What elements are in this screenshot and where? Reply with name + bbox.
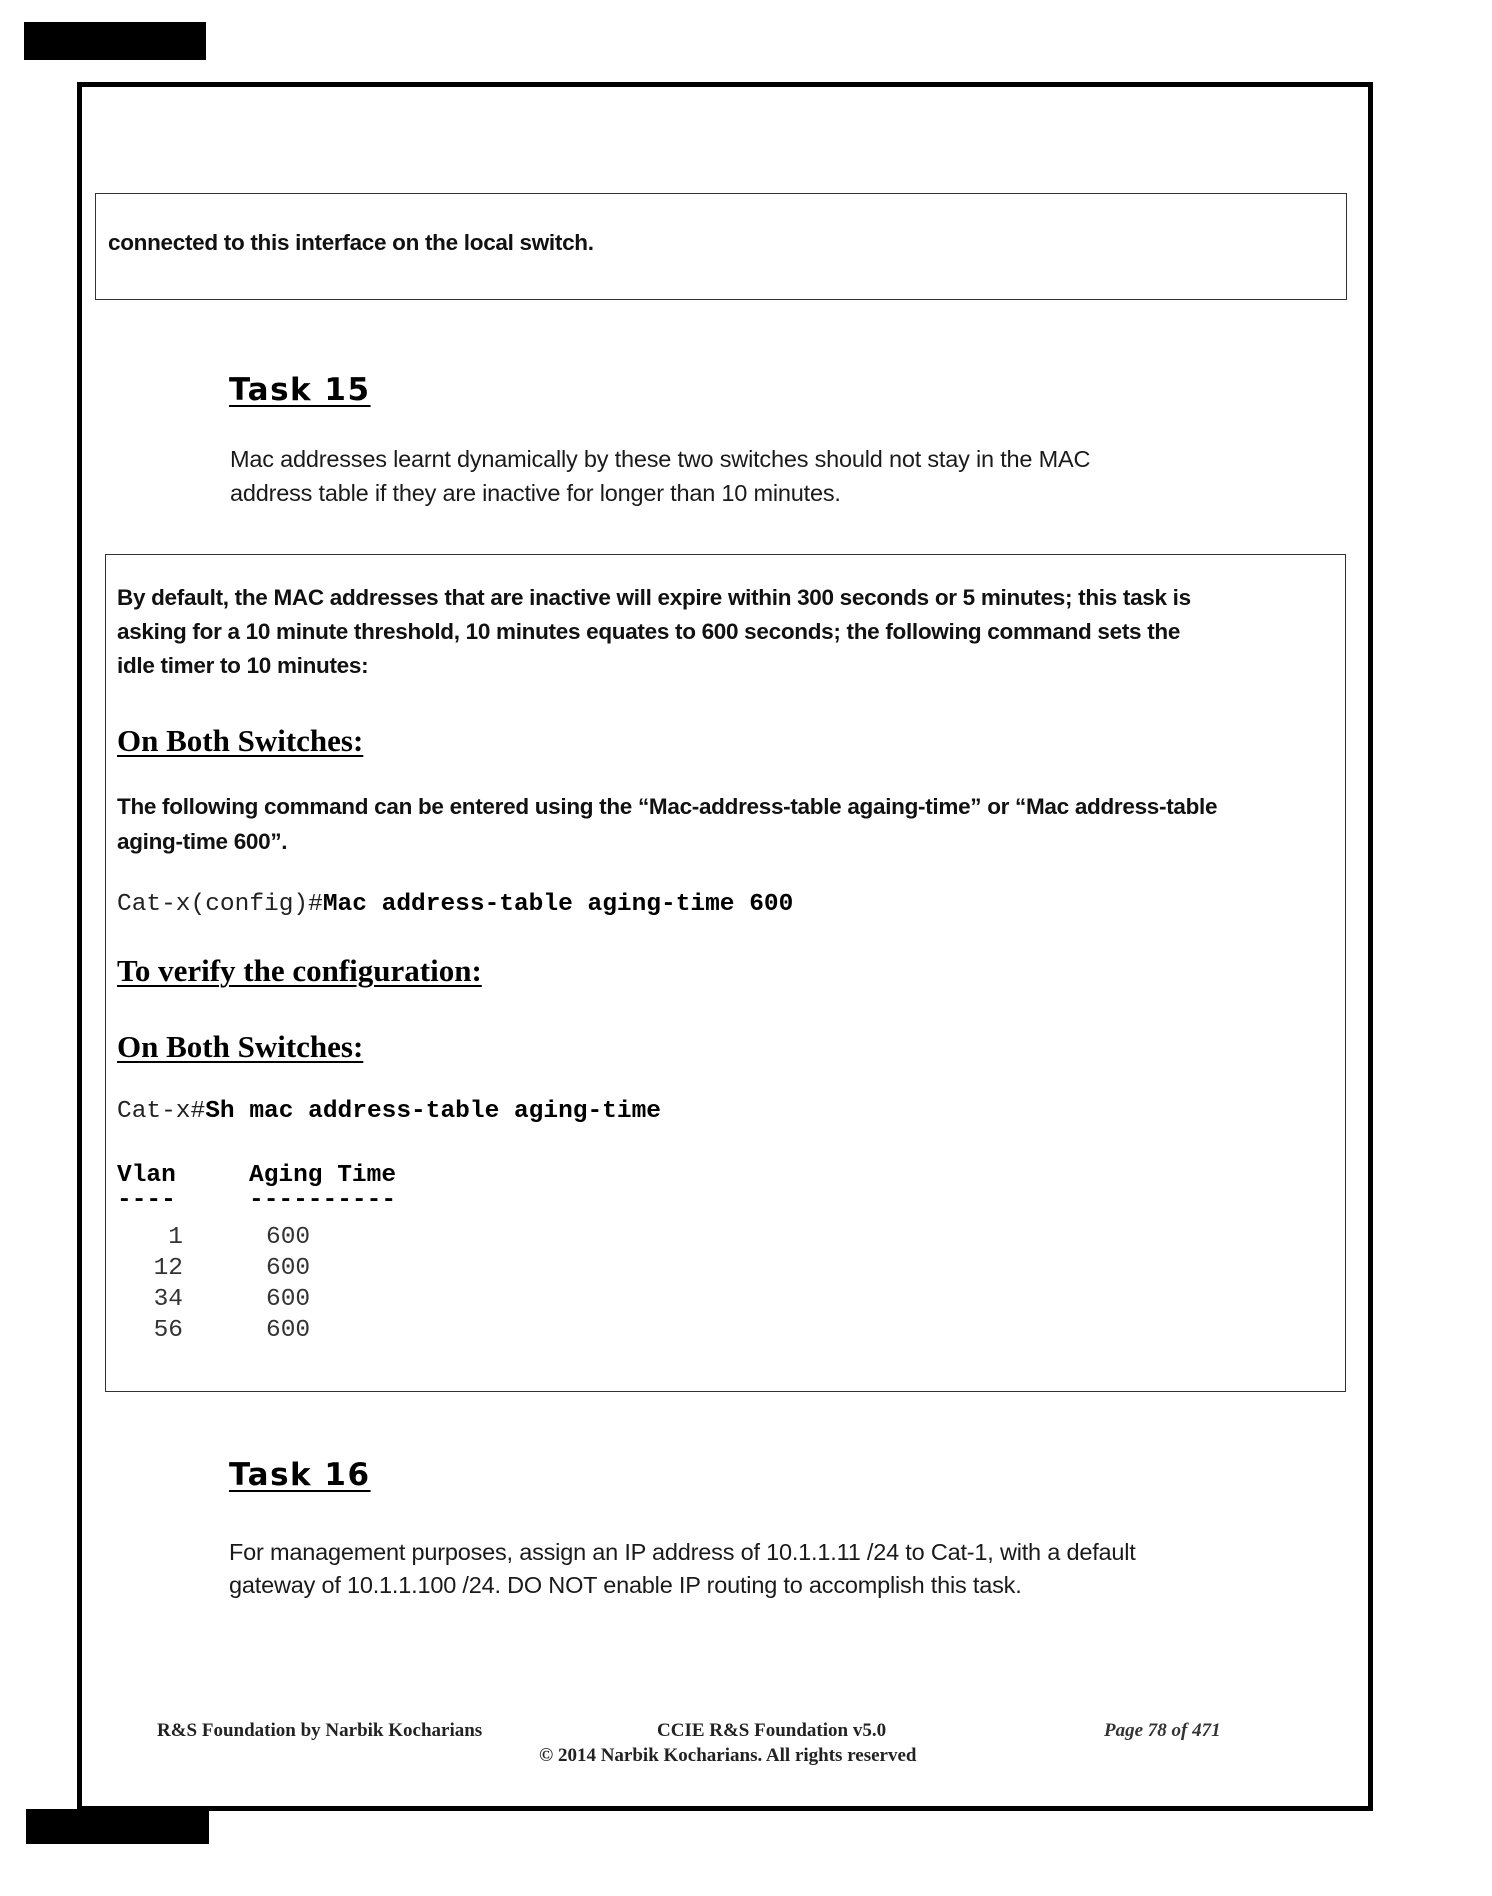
config-command: Mac address-table aging-time 600 <box>322 891 794 918</box>
show-command-line <box>117 1098 661 1125</box>
task-15-heading: Task 15 <box>229 372 371 408</box>
note-line-2: aging-time 600”. <box>117 829 288 854</box>
footer-copyright: © 2014 Narbik Kocharians. All rights reserved <box>539 1745 917 1766</box>
solution-intro-line-1: By default, the MAC addresses that are inactive will expire within 300 seconds or 5 minutes; this task is <box>117 585 1191 610</box>
table-row-aging: 600 <box>266 1317 311 1344</box>
solution-intro-line-2: asking for a 10 minute threshold, 10 minutes equates to 600 seconds; the following command sets the <box>117 619 1181 644</box>
table-row-vlan: 1 <box>168 1224 183 1251</box>
task-15-line-2: address table if they are inactive for longer than 10 minutes. <box>230 480 841 506</box>
footer-author: R&S Foundation by Narbik Kocharians <box>157 1720 483 1741</box>
footer-page-number: Page 78 of 471 <box>1104 1720 1221 1741</box>
table-row-vlan: 34 <box>153 1286 183 1313</box>
show-command: Sh mac address-table aging-time <box>205 1098 661 1125</box>
task-16-line-1: For management purposes, assign an IP address of 10.1.1.11 /24 to Cat-1, with a default <box>229 1539 1136 1565</box>
solution-intro-line-3: idle timer to 10 minutes: <box>117 653 369 678</box>
config-command-line <box>117 891 793 918</box>
table-row-aging: 600 <box>266 1224 311 1251</box>
show-prompt: Cat-x# <box>117 1098 206 1125</box>
footer-course: CCIE R&S Foundation v5.0 <box>657 1720 887 1741</box>
table-row-vlan: 56 <box>153 1317 183 1344</box>
note-line-1: The following command can be entered using the “Mac-address-table againg-time” or “Mac address-table <box>117 794 1218 819</box>
task-16-heading: Task 16 <box>229 1457 371 1493</box>
task-16-line-2: gateway of 10.1.1.100 /24. DO NOT enable IP routing to accomplish this task. <box>229 1572 1022 1598</box>
heading-on-both-switches-1: On Both Switches: <box>117 723 364 758</box>
table-row-vlan: 12 <box>153 1255 183 1282</box>
continuation-text: connected to this interface on the local switch. <box>108 230 594 255</box>
heading-on-both-switches-2: On Both Switches: <box>117 1029 364 1064</box>
separator-vlan: ---- <box>117 1187 176 1214</box>
config-prompt: Cat-x(config)# <box>117 891 323 918</box>
table-row-aging: 600 <box>266 1255 311 1282</box>
header-vlan: Vlan <box>117 1162 176 1189</box>
redaction-bar-bottom <box>26 1809 209 1844</box>
redaction-bar-top <box>24 22 206 60</box>
separator-aging-time: ---------- <box>249 1187 397 1214</box>
heading-verify: To verify the configuration: <box>117 953 482 988</box>
table-row-aging: 600 <box>266 1286 311 1313</box>
header-aging-time: Aging Time <box>249 1162 397 1189</box>
task-15-line-1: Mac addresses learnt dynamically by these two switches should not stay in the MAC <box>230 446 1091 472</box>
